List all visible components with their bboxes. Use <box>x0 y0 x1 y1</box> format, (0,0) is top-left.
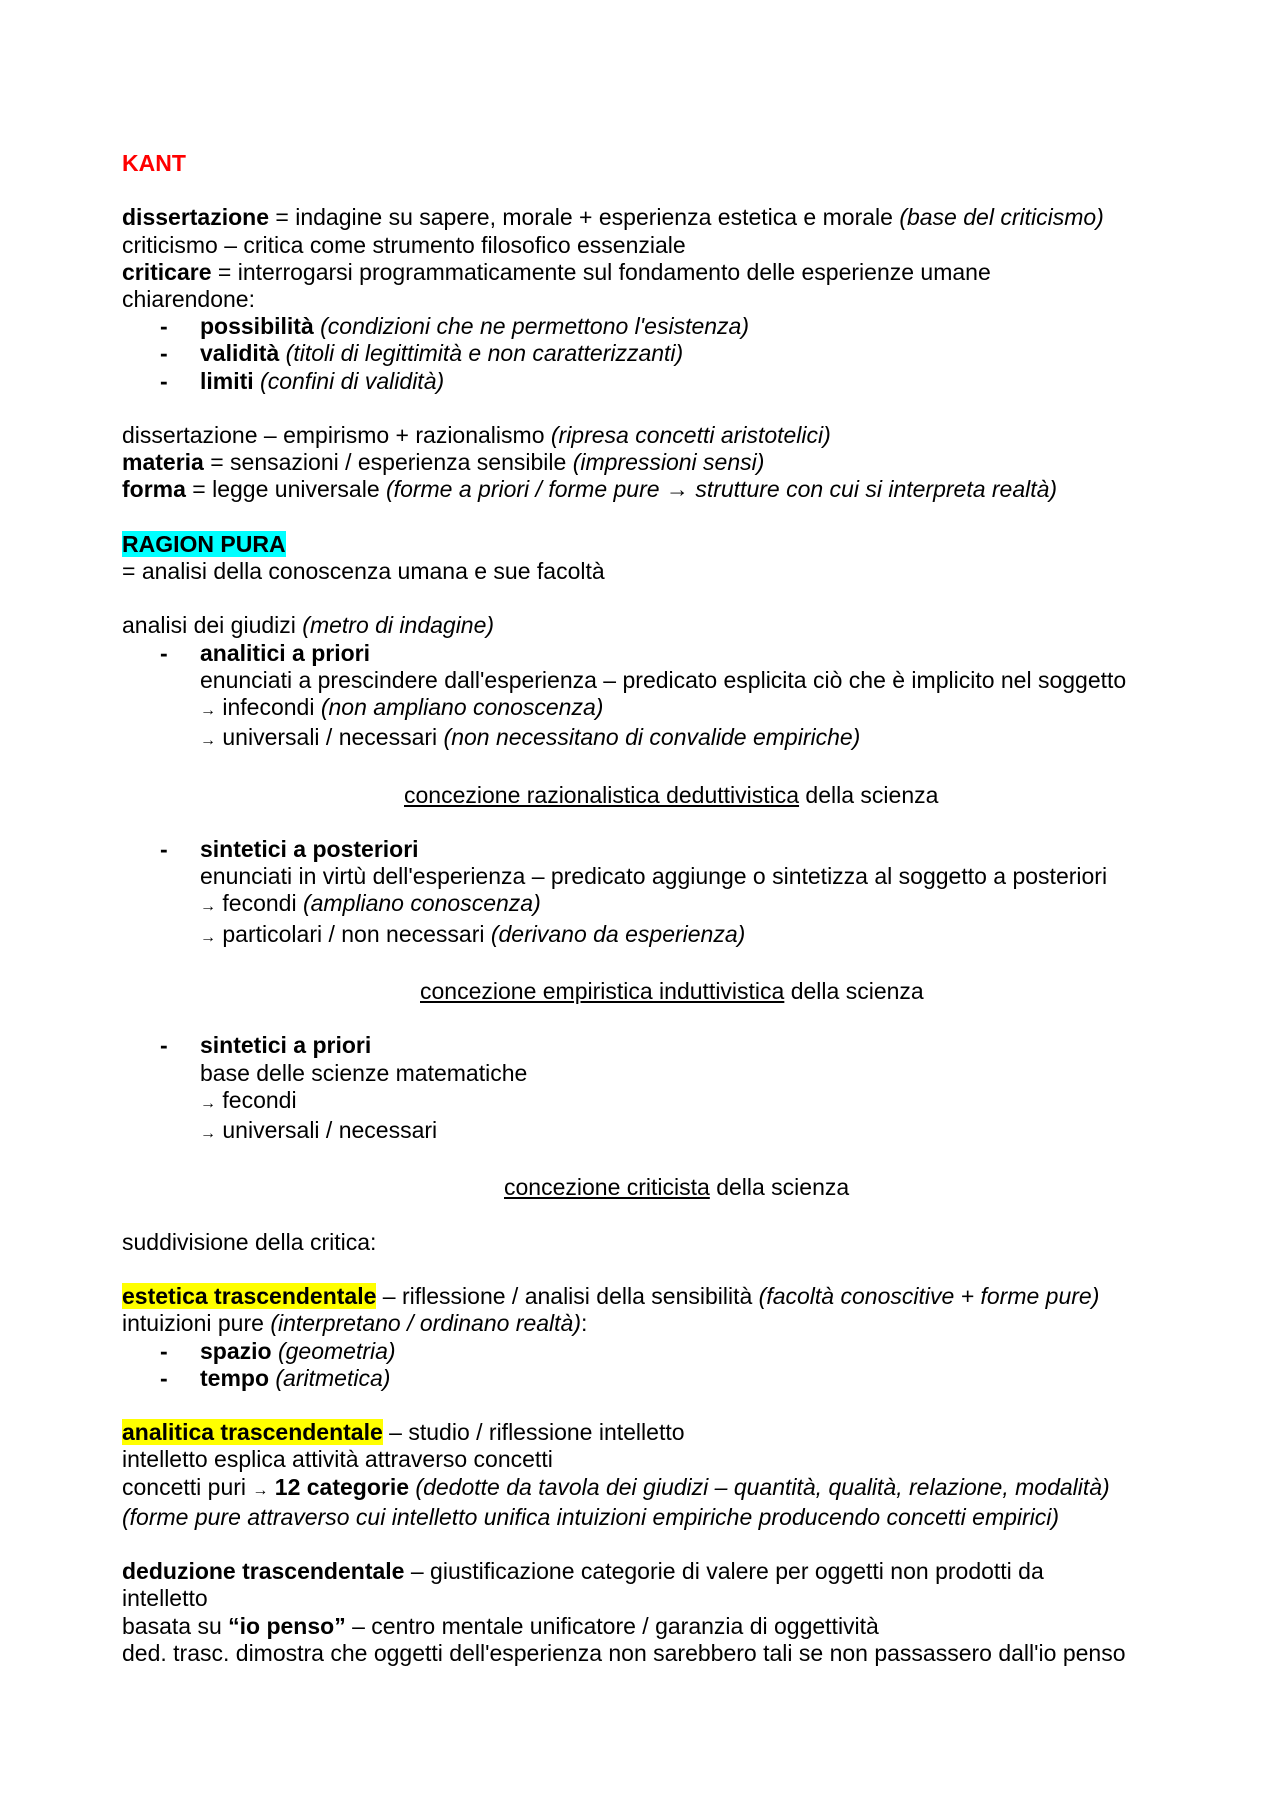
note: (forme pure attraverso cui intelletto unifica intuizioni empiriche producendo concetti empirici) <box>122 1503 1060 1530</box>
text-line: criticismo – critica come strumento filosofico essenziale <box>122 231 686 258</box>
text-line: enunciati a prescindere dall'esperienza – predicato esplicita ciò che è implicito nel soggetto <box>200 666 1127 693</box>
text-line: intelletto esplica attività attraverso concetti <box>122 1446 553 1473</box>
conclusion-line: concezione empiristica induttivistica della scienza <box>420 977 924 1004</box>
note: (non necessitano di convalide empiriche) <box>443 724 861 751</box>
term: materia <box>122 449 204 476</box>
arrow-icon: → <box>200 928 216 946</box>
term: tempo <box>200 1364 269 1391</box>
term: limiti <box>200 367 254 394</box>
note: (interpretano / ordinano realtà) <box>270 1310 581 1337</box>
note: (facoltà conoscitive + forme pure) <box>758 1283 1100 1310</box>
list-item: - sintetici a priori <box>160 1032 372 1059</box>
term: dissertazione <box>122 204 269 231</box>
note: (aritmetica) <box>269 1364 391 1391</box>
arrow-line: → particolari / non necessari (derivano da esperienza) <box>200 920 746 947</box>
note: (condizioni che ne permettono l'esistenza) <box>313 313 749 340</box>
list-item: - analitici a priori <box>160 639 370 666</box>
text-line <box>122 204 1220 231</box>
list-item: - validità (titoli di legittimità e non caratterizzanti) <box>160 340 684 367</box>
arrow-icon: → <box>200 1094 216 1112</box>
list-item: - spazio (geometria) <box>160 1337 396 1364</box>
text-line: intuizioni pure (interpretano / ordinano realtà): <box>122 1310 588 1337</box>
note: (forme a priori / forme pure → strutture con cui si interpreta realtà) <box>386 476 1058 503</box>
term: analitici a priori <box>200 639 370 666</box>
text-line: deduzione trascendentale – giustificazione categorie di valere per oggetti non prodotti da <box>122 1558 1044 1585</box>
conclusion-line: concezione razionalistica deduttivistica della scienza <box>404 781 939 808</box>
arrow-line: → fecondi (ampliano conoscenza) <box>200 890 541 917</box>
arrow-line: → universali / necessari (non necessitano di convalide empiriche) <box>200 724 861 751</box>
term: validità <box>200 340 280 367</box>
text-line: intelletto <box>122 1585 208 1612</box>
note: (ripresa concetti aristotelici) <box>550 422 831 448</box>
note: (geometria) <box>271 1337 396 1364</box>
note: (derivano da esperienza) <box>490 920 746 947</box>
section-heading <box>122 531 1220 558</box>
term: criticare <box>122 258 212 285</box>
list-item: - sintetici a posteriori <box>160 835 419 862</box>
text-line: enunciati in virtù dell'esperienza – predicato aggiunge o sintetizza al soggetto a posteriori <box>200 863 1108 890</box>
text-line: basata su “io penso” – centro mentale unificatore / garanzia di oggettività <box>122 1612 879 1639</box>
text-line <box>122 1504 1220 1531</box>
text-line: = analisi della conoscenza umana e sue facoltà <box>122 558 605 584</box>
term: spazio <box>200 1337 272 1364</box>
text-line <box>122 259 1220 286</box>
text-line: ded. trasc. dimostra che oggetti dell'esperienza non sarebbero tali se non passassero dall'io penso <box>122 1639 1126 1666</box>
text-line: concetti puri → 12 categorie (dedotte da tavola dei giudizi – quantità, qualità, relazione, modalità) <box>122 1473 1110 1500</box>
note: (non ampliano conoscenza) <box>320 694 604 720</box>
arrow-icon: → <box>200 898 216 916</box>
arrow-icon: → <box>252 1481 269 1499</box>
text-line: materia = sensazioni / esperienza sensibile (impressioni sensi) <box>122 449 765 476</box>
text-line: base delle scienze matematiche <box>200 1059 528 1086</box>
term: deduzione trascendentale <box>122 1558 405 1585</box>
note: (dedotte da tavola dei giudizi – quantità, qualità, relazione, modalità) <box>409 1473 1110 1500</box>
text-line: forma = legge universale (forme a priori / forme pure → strutture con cui si interpreta realtà) <box>122 476 1058 503</box>
text-line: analisi dei giudizi (metro di indagine) <box>122 612 495 639</box>
list-item: - limiti (confini di validità) <box>160 367 445 394</box>
arrow-line: → infecondi (non ampliano conoscenza) <box>200 694 604 720</box>
list-item: - possibilità (condizioni che ne permettono l'esistenza) <box>160 313 749 340</box>
term: sintetici a priori <box>200 1032 372 1059</box>
text-line: estetica trascendentale – riflessione / analisi della sensibilità (facoltà conoscitive + forme pure) <box>122 1283 1100 1310</box>
arrow-icon: → <box>200 1124 216 1142</box>
document-title: KANT <box>122 150 186 176</box>
note: (impressioni sensi) <box>572 449 765 476</box>
term: 12 categorie <box>268 1473 410 1500</box>
arrow-icon: → <box>200 702 216 719</box>
text-line: suddivisione della critica: <box>122 1228 377 1255</box>
arrow-icon: → <box>200 732 216 750</box>
highlighted-heading: estetica trascendentale <box>122 1283 377 1310</box>
term: “io penso” <box>228 1612 346 1639</box>
note: (confini di validità) <box>253 367 445 394</box>
note: (base del criticismo) <box>899 204 1104 231</box>
highlighted-heading: analitica trascendentale <box>122 1419 383 1446</box>
conclusion-line: concezione criticista della scienza <box>504 1174 850 1201</box>
arrow-line: → fecondi <box>200 1086 297 1113</box>
note: (ampliano conoscenza) <box>302 890 541 917</box>
text: = indagine su sapere, morale + esperienza estetica e morale <box>269 204 900 231</box>
term: forma <box>122 476 186 503</box>
text-line: analitica trascendentale – studio / riflessione intelletto <box>122 1419 685 1446</box>
text-line: dissertazione – empirismo + razionalismo (ripresa concetti aristotelici) <box>122 422 831 448</box>
text: = interrogarsi programmaticamente sul fondamento delle esperienze umane <box>211 258 991 285</box>
term: sintetici a posteriori <box>200 835 419 862</box>
arrow-line: → universali / necessari <box>200 1116 438 1143</box>
list-item: - tempo (aritmetica) <box>160 1364 391 1391</box>
term: possibilità <box>200 313 314 340</box>
note: (titoli di legittimità e non caratterizzanti) <box>279 340 684 367</box>
note: (metro di indagine) <box>302 612 495 639</box>
text-line: chiarendone: <box>122 286 255 312</box>
highlighted-heading: RAGION PURA <box>122 530 286 557</box>
